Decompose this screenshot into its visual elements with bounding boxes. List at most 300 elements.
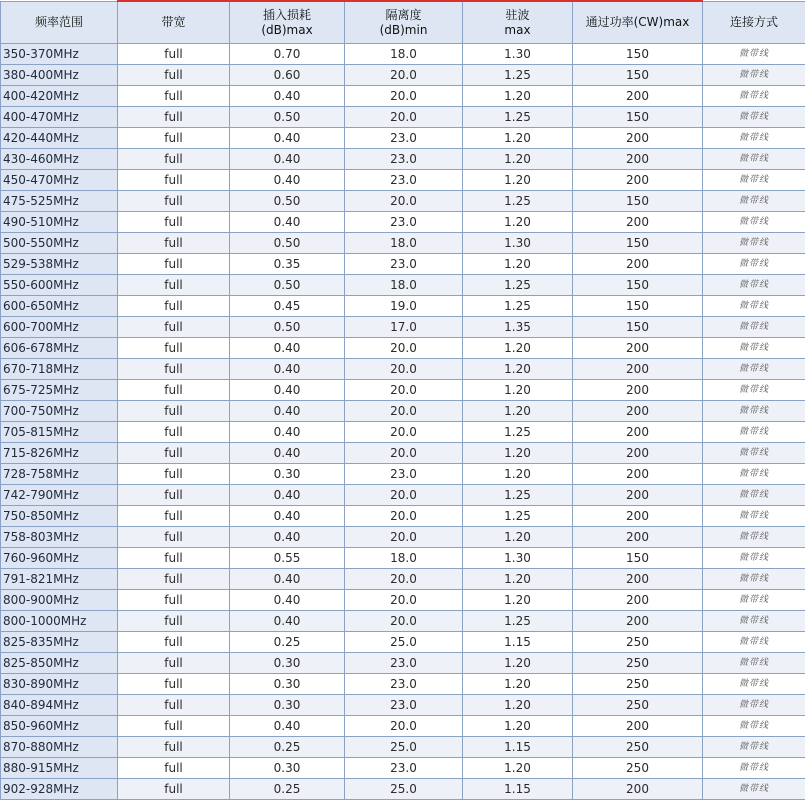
- table-row: [1, 674, 805, 695]
- cell-vswr: 1.25: [463, 107, 573, 128]
- cell-frequency-range: 400-470MHz: [1, 107, 118, 128]
- cell-vswr: 1.25: [463, 485, 573, 506]
- cell-frequency-range: 600-700MHz: [1, 317, 118, 338]
- table-row: [1, 653, 805, 674]
- cell-bandwidth: full: [118, 107, 230, 128]
- table-row: [1, 170, 805, 191]
- cell-frequency-range: 750-850MHz: [1, 506, 118, 527]
- cell-isolation: 23.0: [345, 149, 463, 170]
- cell-connector: 微带线: [703, 359, 805, 380]
- cell-insertion-loss: 0.40: [230, 716, 345, 737]
- cell-frequency-range: 800-1000MHz: [1, 611, 118, 632]
- cell-connector: 微带线: [703, 758, 805, 779]
- cell-connector: 微带线: [703, 569, 805, 590]
- cell-vswr: 1.30: [463, 44, 573, 65]
- cell-frequency-range: 350-370MHz: [1, 44, 118, 65]
- cell-power: 200: [573, 254, 703, 275]
- cell-frequency-range: 500-550MHz: [1, 233, 118, 254]
- cell-power: 150: [573, 317, 703, 338]
- cell-power: 200: [573, 149, 703, 170]
- cell-power: 200: [573, 212, 703, 233]
- table-row: [1, 401, 805, 422]
- cell-vswr: 1.20: [463, 590, 573, 611]
- cell-bandwidth: full: [118, 275, 230, 296]
- cell-connector: 微带线: [703, 65, 805, 86]
- cell-insertion-loss: 0.50: [230, 317, 345, 338]
- cell-isolation: 20.0: [345, 191, 463, 212]
- cell-connector: 微带线: [703, 464, 805, 485]
- cell-vswr: 1.30: [463, 233, 573, 254]
- cell-bandwidth: full: [118, 401, 230, 422]
- cell-insertion-loss: 0.40: [230, 422, 345, 443]
- cell-isolation: 20.0: [345, 506, 463, 527]
- header-vswr-title: 驻波: [505, 7, 530, 22]
- cell-bandwidth: full: [118, 716, 230, 737]
- cell-insertion-loss: 0.40: [230, 149, 345, 170]
- cell-isolation: 18.0: [345, 275, 463, 296]
- cell-connector: 微带线: [703, 317, 805, 338]
- cell-vswr: 1.15: [463, 737, 573, 758]
- table-row: [1, 716, 805, 737]
- cell-power: 200: [573, 716, 703, 737]
- cell-vswr: 1.20: [463, 86, 573, 107]
- cell-bandwidth: full: [118, 86, 230, 107]
- cell-isolation: 23.0: [345, 212, 463, 233]
- table-row: [1, 338, 805, 359]
- cell-power: 200: [573, 506, 703, 527]
- cell-connector: 微带线: [703, 506, 805, 527]
- cell-isolation: 18.0: [345, 233, 463, 254]
- cell-vswr: 1.20: [463, 254, 573, 275]
- cell-isolation: 20.0: [345, 359, 463, 380]
- header-power: 通过功率(CW)max: [573, 1, 703, 44]
- cell-bandwidth: full: [118, 296, 230, 317]
- table-row: [1, 212, 805, 233]
- cell-bandwidth: full: [118, 548, 230, 569]
- cell-bandwidth: full: [118, 380, 230, 401]
- cell-connector: 微带线: [703, 485, 805, 506]
- table-row: [1, 233, 805, 254]
- cell-insertion-loss: 0.50: [230, 233, 345, 254]
- cell-frequency-range: 490-510MHz: [1, 212, 118, 233]
- cell-isolation: 23.0: [345, 758, 463, 779]
- table-row: [1, 149, 805, 170]
- cell-connector: 微带线: [703, 401, 805, 422]
- cell-bandwidth: full: [118, 758, 230, 779]
- header-insertion-loss-unit: (dB)max: [261, 22, 313, 37]
- table-row: [1, 506, 805, 527]
- cell-bandwidth: full: [118, 422, 230, 443]
- cell-insertion-loss: 0.25: [230, 779, 345, 800]
- cell-bandwidth: full: [118, 359, 230, 380]
- cell-insertion-loss: 0.60: [230, 65, 345, 86]
- cell-insertion-loss: 0.40: [230, 380, 345, 401]
- table-row: [1, 611, 805, 632]
- cell-isolation: 20.0: [345, 338, 463, 359]
- cell-isolation: 23.0: [345, 464, 463, 485]
- cell-vswr: 1.30: [463, 548, 573, 569]
- cell-isolation: 20.0: [345, 527, 463, 548]
- cell-power: 200: [573, 86, 703, 107]
- cell-power: 150: [573, 233, 703, 254]
- cell-bandwidth: full: [118, 191, 230, 212]
- cell-insertion-loss: 0.40: [230, 569, 345, 590]
- cell-frequency-range: 791-821MHz: [1, 569, 118, 590]
- cell-bandwidth: full: [118, 233, 230, 254]
- table-row: [1, 380, 805, 401]
- cell-vswr: 1.25: [463, 191, 573, 212]
- table-row: [1, 128, 805, 149]
- cell-bandwidth: full: [118, 737, 230, 758]
- cell-connector: 微带线: [703, 611, 805, 632]
- table-row: [1, 569, 805, 590]
- cell-vswr: 1.20: [463, 695, 573, 716]
- table-row: [1, 779, 805, 800]
- cell-vswr: 1.25: [463, 506, 573, 527]
- header-frequency-range: 频率范围: [1, 1, 118, 44]
- cell-connector: 微带线: [703, 275, 805, 296]
- cell-power: 200: [573, 401, 703, 422]
- cell-vswr: 1.20: [463, 380, 573, 401]
- cell-insertion-loss: 0.30: [230, 758, 345, 779]
- cell-power: 250: [573, 737, 703, 758]
- cell-power: 150: [573, 275, 703, 296]
- cell-frequency-range: 550-600MHz: [1, 275, 118, 296]
- header-isolation: [345, 1, 463, 44]
- cell-bandwidth: full: [118, 464, 230, 485]
- cell-power: 200: [573, 128, 703, 149]
- cell-frequency-range: 700-750MHz: [1, 401, 118, 422]
- cell-bandwidth: full: [118, 674, 230, 695]
- cell-connector: 微带线: [703, 632, 805, 653]
- cell-frequency-range: 760-960MHz: [1, 548, 118, 569]
- header-insertion-loss-title: 插入损耗: [262, 7, 311, 22]
- cell-bandwidth: full: [118, 653, 230, 674]
- cell-bandwidth: full: [118, 44, 230, 65]
- table-row: [1, 254, 805, 275]
- cell-isolation: 20.0: [345, 107, 463, 128]
- cell-frequency-range: 758-803MHz: [1, 527, 118, 548]
- cell-bandwidth: full: [118, 485, 230, 506]
- cell-power: 250: [573, 632, 703, 653]
- cell-connector: 微带线: [703, 170, 805, 191]
- cell-power: 200: [573, 611, 703, 632]
- cell-connector: 微带线: [703, 149, 805, 170]
- cell-power: 200: [573, 380, 703, 401]
- cell-frequency-range: 902-928MHz: [1, 779, 118, 800]
- cell-connector: 微带线: [703, 422, 805, 443]
- cell-insertion-loss: 0.30: [230, 674, 345, 695]
- cell-bandwidth: full: [118, 506, 230, 527]
- cell-bandwidth: full: [118, 632, 230, 653]
- cell-frequency-range: 430-460MHz: [1, 149, 118, 170]
- cell-vswr: 1.20: [463, 464, 573, 485]
- cell-power: 200: [573, 422, 703, 443]
- cell-isolation: 19.0: [345, 296, 463, 317]
- cell-insertion-loss: 0.40: [230, 401, 345, 422]
- cell-power: 200: [573, 569, 703, 590]
- cell-vswr: 1.20: [463, 128, 573, 149]
- cell-isolation: 20.0: [345, 569, 463, 590]
- cell-power: 250: [573, 758, 703, 779]
- cell-bandwidth: full: [118, 611, 230, 632]
- cell-bandwidth: full: [118, 212, 230, 233]
- table-row: [1, 443, 805, 464]
- header-bandwidth: 带宽: [118, 1, 230, 44]
- cell-insertion-loss: 0.40: [230, 485, 345, 506]
- cell-frequency-range: 715-826MHz: [1, 443, 118, 464]
- cell-insertion-loss: 0.50: [230, 275, 345, 296]
- cell-power: 150: [573, 296, 703, 317]
- cell-vswr: 1.20: [463, 170, 573, 191]
- cell-bandwidth: full: [118, 254, 230, 275]
- cell-frequency-range: 475-525MHz: [1, 191, 118, 212]
- cell-vswr: 1.20: [463, 401, 573, 422]
- cell-isolation: 20.0: [345, 422, 463, 443]
- table-row: [1, 548, 805, 569]
- cell-insertion-loss: 0.50: [230, 107, 345, 128]
- cell-power: 200: [573, 338, 703, 359]
- header-isolation-title: 隔离度: [385, 7, 422, 22]
- cell-power: 150: [573, 548, 703, 569]
- table-row: [1, 296, 805, 317]
- table-row: [1, 191, 805, 212]
- cell-connector: 微带线: [703, 233, 805, 254]
- cell-power: 150: [573, 191, 703, 212]
- cell-power: 200: [573, 443, 703, 464]
- cell-power: 200: [573, 359, 703, 380]
- cell-vswr: 1.20: [463, 527, 573, 548]
- cell-connector: 微带线: [703, 737, 805, 758]
- cell-isolation: 17.0: [345, 317, 463, 338]
- cell-isolation: 23.0: [345, 695, 463, 716]
- cell-frequency-range: 825-835MHz: [1, 632, 118, 653]
- table-row: [1, 464, 805, 485]
- cell-connector: 微带线: [703, 86, 805, 107]
- cell-vswr: 1.15: [463, 632, 573, 653]
- cell-frequency-range: 675-725MHz: [1, 380, 118, 401]
- cell-frequency-range: 400-420MHz: [1, 86, 118, 107]
- cell-frequency-range: 870-880MHz: [1, 737, 118, 758]
- cell-connector: 微带线: [703, 128, 805, 149]
- cell-vswr: 1.25: [463, 296, 573, 317]
- cell-vswr: 1.25: [463, 422, 573, 443]
- cell-frequency-range: 670-718MHz: [1, 359, 118, 380]
- cell-frequency-range: 742-790MHz: [1, 485, 118, 506]
- cell-bandwidth: full: [118, 128, 230, 149]
- cell-isolation: 20.0: [345, 485, 463, 506]
- cell-frequency-range: 840-894MHz: [1, 695, 118, 716]
- cell-insertion-loss: 0.40: [230, 443, 345, 464]
- cell-vswr: 1.20: [463, 716, 573, 737]
- cell-power: 200: [573, 779, 703, 800]
- cell-connector: 微带线: [703, 44, 805, 65]
- cell-frequency-range: 880-915MHz: [1, 758, 118, 779]
- cell-connector: 微带线: [703, 695, 805, 716]
- cell-insertion-loss: 0.45: [230, 296, 345, 317]
- table-row: [1, 86, 805, 107]
- header-connector: 连接方式: [703, 1, 805, 44]
- cell-power: 200: [573, 464, 703, 485]
- cell-insertion-loss: 0.30: [230, 653, 345, 674]
- cell-frequency-range: 529-538MHz: [1, 254, 118, 275]
- header-vswr: [463, 1, 573, 44]
- table-header-row: [1, 1, 805, 44]
- cell-insertion-loss: 0.30: [230, 464, 345, 485]
- cell-vswr: 1.20: [463, 653, 573, 674]
- cell-vswr: 1.15: [463, 779, 573, 800]
- cell-isolation: 20.0: [345, 611, 463, 632]
- cell-bandwidth: full: [118, 695, 230, 716]
- cell-insertion-loss: 0.25: [230, 737, 345, 758]
- cell-vswr: 1.20: [463, 758, 573, 779]
- cell-frequency-range: 800-900MHz: [1, 590, 118, 611]
- table-row: [1, 422, 805, 443]
- cell-bandwidth: full: [118, 443, 230, 464]
- cell-power: 250: [573, 653, 703, 674]
- cell-vswr: 1.25: [463, 275, 573, 296]
- cell-isolation: 23.0: [345, 674, 463, 695]
- table-row: [1, 359, 805, 380]
- cell-connector: 微带线: [703, 548, 805, 569]
- cell-connector: 微带线: [703, 212, 805, 233]
- cell-bandwidth: full: [118, 779, 230, 800]
- cell-frequency-range: 606-678MHz: [1, 338, 118, 359]
- cell-vswr: 1.25: [463, 611, 573, 632]
- cell-frequency-range: 705-815MHz: [1, 422, 118, 443]
- cell-insertion-loss: 0.40: [230, 128, 345, 149]
- table-row: [1, 758, 805, 779]
- cell-isolation: 20.0: [345, 380, 463, 401]
- cell-insertion-loss: 0.40: [230, 170, 345, 191]
- cell-connector: 微带线: [703, 779, 805, 800]
- cell-bandwidth: full: [118, 527, 230, 548]
- cell-isolation: 20.0: [345, 590, 463, 611]
- cell-power: 200: [573, 590, 703, 611]
- table-row: [1, 44, 805, 65]
- cell-bandwidth: full: [118, 590, 230, 611]
- cell-connector: 微带线: [703, 191, 805, 212]
- cell-frequency-range: 850-960MHz: [1, 716, 118, 737]
- cell-isolation: 20.0: [345, 86, 463, 107]
- cell-connector: 微带线: [703, 296, 805, 317]
- cell-insertion-loss: 0.40: [230, 590, 345, 611]
- cell-frequency-range: 380-400MHz: [1, 65, 118, 86]
- cell-connector: 微带线: [703, 527, 805, 548]
- cell-isolation: 18.0: [345, 548, 463, 569]
- cell-power: 150: [573, 44, 703, 65]
- cell-power: 250: [573, 674, 703, 695]
- cell-isolation: 18.0: [345, 44, 463, 65]
- cell-insertion-loss: 0.40: [230, 506, 345, 527]
- cell-insertion-loss: 0.40: [230, 338, 345, 359]
- cell-vswr: 1.25: [463, 65, 573, 86]
- cell-power: 250: [573, 695, 703, 716]
- cell-bandwidth: full: [118, 317, 230, 338]
- cell-frequency-range: 420-440MHz: [1, 128, 118, 149]
- cell-connector: 微带线: [703, 590, 805, 611]
- cell-connector: 微带线: [703, 674, 805, 695]
- cell-isolation: 20.0: [345, 716, 463, 737]
- cell-vswr: 1.20: [463, 443, 573, 464]
- table-row: [1, 485, 805, 506]
- table-row: [1, 737, 805, 758]
- cell-connector: 微带线: [703, 653, 805, 674]
- table-row: [1, 590, 805, 611]
- cell-bandwidth: full: [118, 149, 230, 170]
- cell-insertion-loss: 0.40: [230, 212, 345, 233]
- cell-vswr: 1.20: [463, 149, 573, 170]
- cell-vswr: 1.35: [463, 317, 573, 338]
- table-row: [1, 107, 805, 128]
- cell-vswr: 1.20: [463, 674, 573, 695]
- cell-connector: 微带线: [703, 443, 805, 464]
- table-row: [1, 695, 805, 716]
- cell-bandwidth: full: [118, 170, 230, 191]
- cell-connector: 微带线: [703, 254, 805, 275]
- cell-connector: 微带线: [703, 380, 805, 401]
- cell-vswr: 1.20: [463, 212, 573, 233]
- cell-power: 200: [573, 485, 703, 506]
- cell-power: 200: [573, 170, 703, 191]
- cell-insertion-loss: 0.55: [230, 548, 345, 569]
- cell-power: 150: [573, 65, 703, 86]
- cell-vswr: 1.20: [463, 569, 573, 590]
- cell-isolation: 25.0: [345, 779, 463, 800]
- cell-connector: 微带线: [703, 716, 805, 737]
- cell-vswr: 1.20: [463, 338, 573, 359]
- table-row: [1, 317, 805, 338]
- table-row: [1, 275, 805, 296]
- cell-insertion-loss: 0.40: [230, 86, 345, 107]
- cell-isolation: 20.0: [345, 401, 463, 422]
- cell-isolation: 23.0: [345, 170, 463, 191]
- cell-isolation: 25.0: [345, 632, 463, 653]
- cell-bandwidth: full: [118, 338, 230, 359]
- cell-isolation: 20.0: [345, 443, 463, 464]
- cell-isolation: 20.0: [345, 65, 463, 86]
- table-row: [1, 632, 805, 653]
- table-row: [1, 527, 805, 548]
- cell-frequency-range: 450-470MHz: [1, 170, 118, 191]
- header-insertion-loss: [230, 1, 345, 44]
- header-isolation-unit: (dB)min: [379, 22, 428, 37]
- cell-insertion-loss: 0.40: [230, 359, 345, 380]
- cell-bandwidth: full: [118, 65, 230, 86]
- cell-bandwidth: full: [118, 569, 230, 590]
- table-row: [1, 65, 805, 86]
- cell-insertion-loss: 0.25: [230, 632, 345, 653]
- cell-insertion-loss: 0.30: [230, 695, 345, 716]
- cell-vswr: 1.20: [463, 359, 573, 380]
- cell-frequency-range: 825-850MHz: [1, 653, 118, 674]
- cell-frequency-range: 830-890MHz: [1, 674, 118, 695]
- cell-insertion-loss: 0.40: [230, 611, 345, 632]
- cell-power: 200: [573, 527, 703, 548]
- cell-isolation: 23.0: [345, 653, 463, 674]
- cell-insertion-loss: 0.35: [230, 254, 345, 275]
- cell-isolation: 23.0: [345, 254, 463, 275]
- cell-isolation: 25.0: [345, 737, 463, 758]
- cell-isolation: 23.0: [345, 128, 463, 149]
- cell-frequency-range: 600-650MHz: [1, 296, 118, 317]
- cell-insertion-loss: 0.50: [230, 191, 345, 212]
- cell-insertion-loss: 0.70: [230, 44, 345, 65]
- cell-power: 150: [573, 107, 703, 128]
- cell-frequency-range: 728-758MHz: [1, 464, 118, 485]
- cell-connector: 微带线: [703, 107, 805, 128]
- cell-connector: 微带线: [703, 338, 805, 359]
